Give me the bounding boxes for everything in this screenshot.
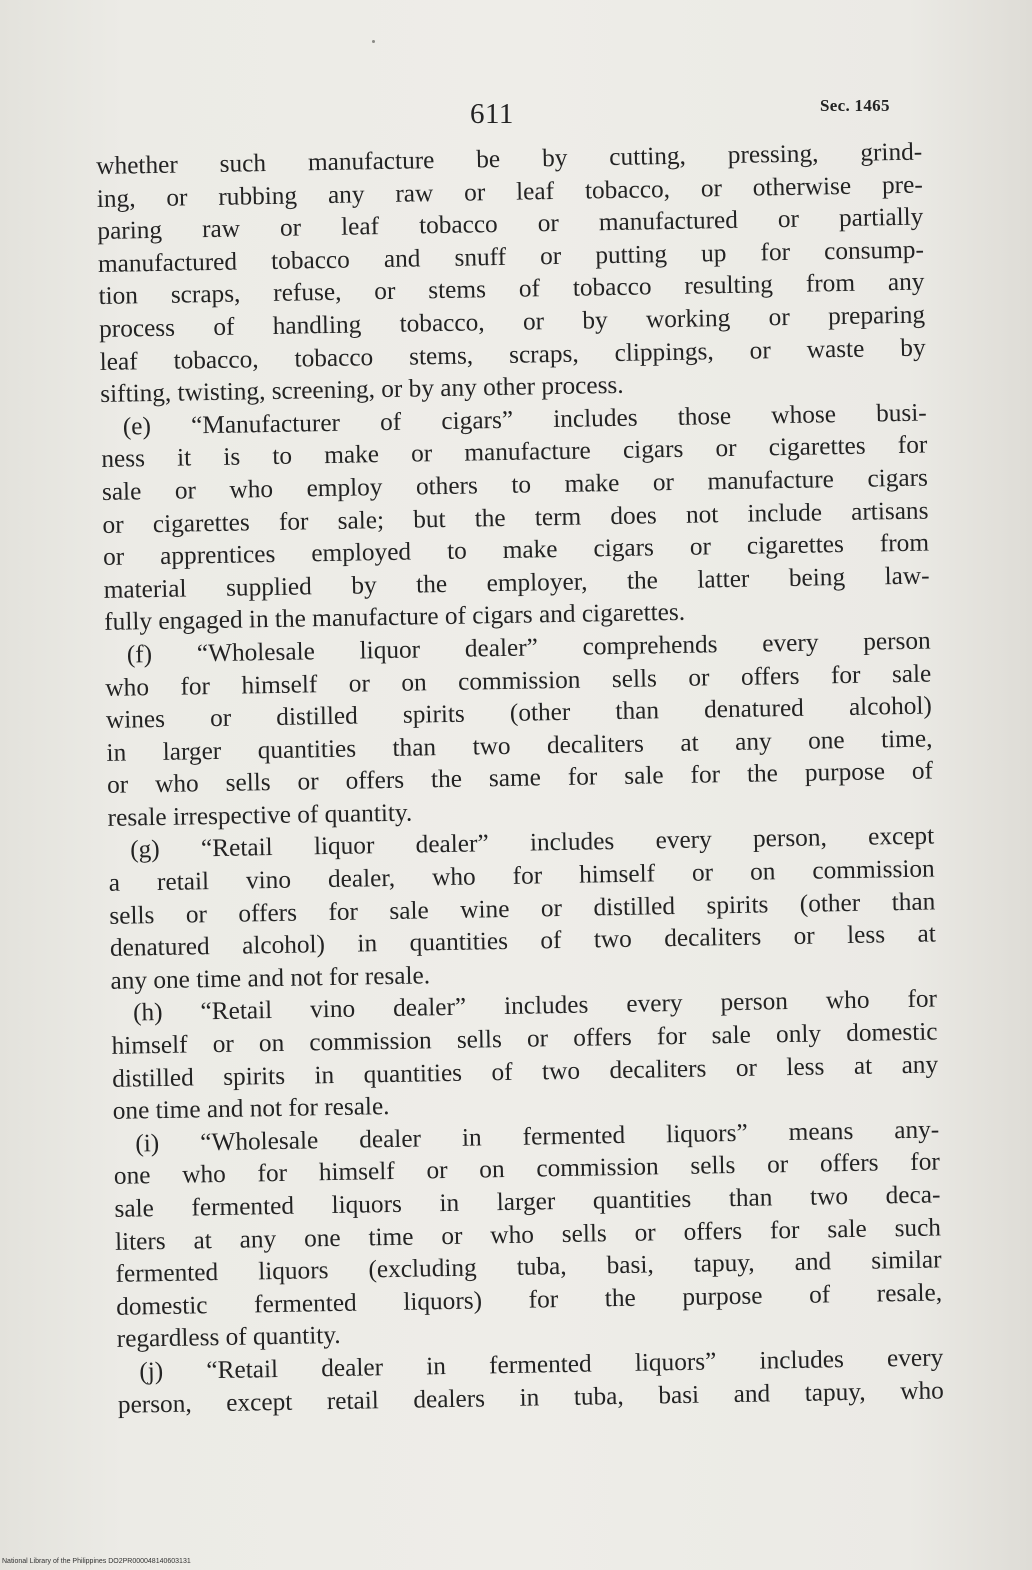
text-line: a retail vino dealer, who for himself or on commission [108,854,935,897]
text-line: whether such manufacture be by cutting, pressing, grind- [96,137,923,180]
text-line: one who for himself or on commission sells or offers for [113,1147,941,1191]
text-line: material supplied by the employer, the latter being law- [103,561,930,604]
body-text [96,136,944,1421]
text-line: ness it is to make or manufacture cigars or cigarettes for [101,430,928,474]
paragraph-h-start: (h) “Retail vino dealer” includes every person who for [132,984,938,1027]
text-line: sale fermented liquors in larger quantities than two deca- [114,1180,941,1223]
paragraph-i-start: (i) “Wholesale dealer in fermented liquors” means any- [135,1115,940,1158]
paragraph-f-start: (f) “Wholesale liquor dealer” comprehends every person [126,626,931,669]
text-line: fully engaged in the manufacture of cigars and cigarettes. [103,598,686,637]
section-reference: Sec. 1465 [820,96,890,115]
text-line: sells or offers for sale wine or distilled spirits (other than [109,887,936,930]
text-line: sale or who employ others to make or manufacture cigars [101,463,929,506]
text-line: leaf tobacco, tobacco stems, scraps, clippings, or waste by [99,333,926,376]
text-line: resale irrespective of quantity. [107,798,413,832]
text-line: liters at any one time or who sells or offers for sale such [114,1213,942,1256]
text-line: one time and not for resale. [112,1092,390,1126]
paragraph-g-start: (g) “Retail liquor dealer” includes every person, except [129,821,935,864]
text-line: distilled spirits in quantities of two decaliters or less at any [111,1050,939,1093]
text-line: person, except retail dealers in tuba, basi and tapuy, who [117,1375,945,1419]
text-line: denatured alcohol) in quantities of two decaliters or less at [109,919,937,963]
text-line: process of handling tobacco, or by working or preparing [98,300,926,343]
text-line: manufactured tobacco and snuff or putting up for consump- [97,235,925,278]
text-line: ing, or rubbing any raw or leaf tobacco, or otherwise pre- [96,170,923,213]
paragraph-e-start: (e) “Manufacturer of cigars” includes those whose busi- [122,398,927,441]
paragraph-j-start: (j) “Retail dealer in fermented liquors” includes every [139,1343,944,1386]
text-line: fermented liquors (excluding tuba, basi, tapuy, and similar [115,1245,942,1289]
dust-speck [372,40,375,43]
page-number: 611 [470,98,514,130]
text-line: tion scraps, refuse, or stems of tobacco resulting from any [98,267,925,311]
text-line: or who sells or offers the same for sale for the purpose of [106,756,934,800]
text-line: or apprentices employed to make cigars or cigarettes from [102,528,930,572]
text-line: wines or distilled spirits (other than denatured alcohol) [105,691,933,735]
text-line: any one time and not for resale. [110,961,431,995]
text-line: himself or on commission sells or offers for sale only domestic [111,1017,938,1060]
text-line: domestic fermented liquors) for the purpose of resale, [115,1278,943,1321]
text-line: who for himself or on commission sells or offers for sale [105,659,932,702]
scan-footer: National Library of the Philippines DO2PR000048140603131 [2,1558,191,1565]
text-line: or cigarettes for sale; but the term does not include artisans [102,496,929,539]
text-line: in larger quantities than two decaliters at any one time, [106,724,933,767]
text-line: sifting, twisting, screening, or by any other process. [100,370,624,409]
text-line: regardless of quantity. [116,1321,341,1354]
text-line: paring raw or leaf tobacco or manufactured or partially [97,202,924,246]
